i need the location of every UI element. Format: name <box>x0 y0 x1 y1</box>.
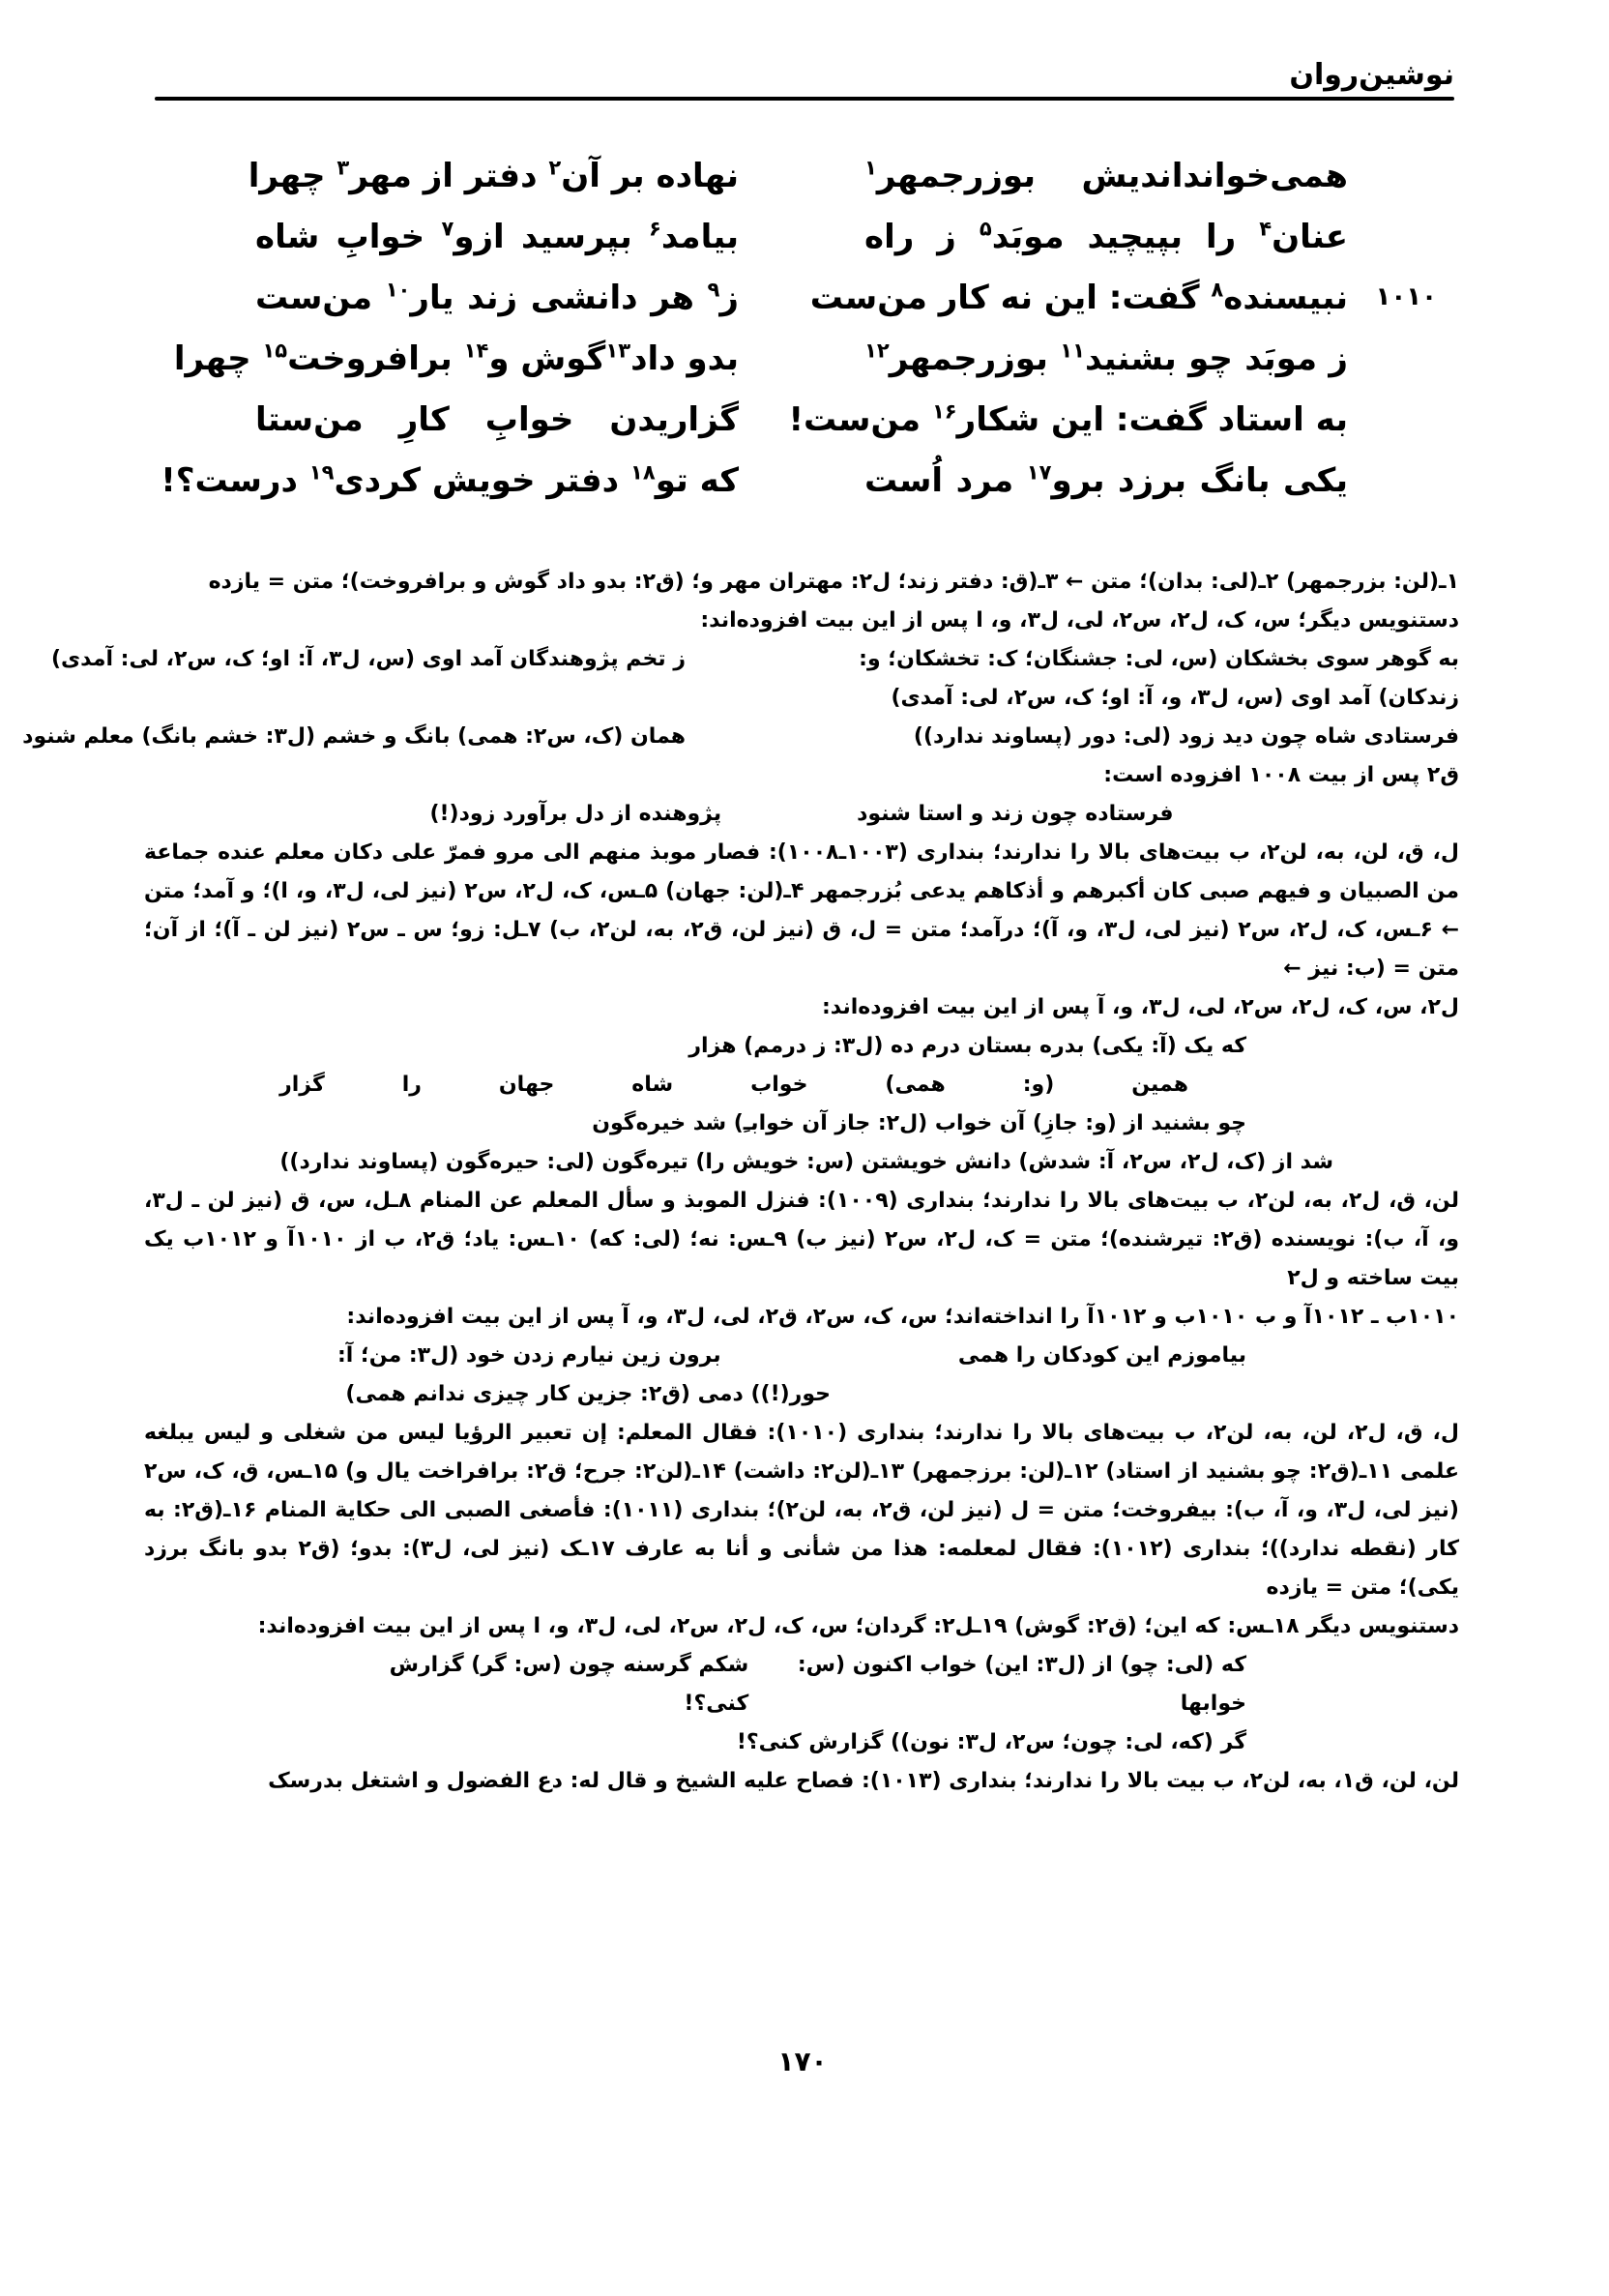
verse-row <box>255 206 1348 267</box>
hemistich-second: گزاریدن خوابِ کارِ من‌ستا <box>255 399 739 439</box>
verse-row <box>255 267 1437 328</box>
footnote-paragraph: ل۲، س، ک، ل۲، س۲، لی، ل۳، و، آ پس از این بیت افزوده‌اند: <box>821 995 1459 1019</box>
couplet-first: فرستادی شاه چون دید زود (لی: دور (پساوند ندارد)) <box>913 724 1459 749</box>
couplet-first: بیاموزم این کودکان را همی <box>957 1343 1246 1368</box>
couplet-second: پژوهنده از دل برآورد زود(!) <box>429 802 722 826</box>
footnote-verse: که یک (آ: یکی) بدره بستان درم ده (ل۳: ز درمم) هزار <box>688 1034 1246 1058</box>
footnote-verse: شد از (ک، ل۲، س۲، آ: شدش) دانش خویشتن (س: خویش را) تیره‌گون (لی: حیره‌گون (پساوند ندارد)) <box>279 1150 1333 1174</box>
hemistich-second: بدو داد$^{۱۳}$گوش و$^{۱۴}$ برافروخت$^{۱۵}$ چهرا <box>173 338 739 378</box>
footnote-paragraph: دستنویس دیگر ۱۸ـس: که این؛ (ق۲: گوش) ۱۹ـل۲: گردان؛ س، ک، ل۲، س۲، لی، ل۳، و، ا پس از این بیت افزوده‌اند: <box>257 1614 1459 1638</box>
verse-row <box>255 389 1348 450</box>
couplet-first: فرستاده چون زند و استا شنود <box>857 802 1174 826</box>
hemistich-second: که تو$^{۱۸}$ دفتر خویش کردی$^{۱۹}$ درست؟! <box>161 459 739 500</box>
footnote-verse-spaced: همین (و: همی) خواب شاه جهان را گزار <box>279 1073 1188 1097</box>
hemistich-second: بیامد$^۶$ بپرسید ازو$^۷$ خوابِ شاه <box>255 216 739 256</box>
verse-row <box>173 328 1348 389</box>
footnote-verse: حور(!)) دمی (ق۲: جزین کار چیزی ندانم همی) <box>345 1382 831 1406</box>
footnote-verse: چو بشنید از (و: جازِ) آن خواب (ل۲: جاز آن خوابـِ) شد خیره‌گون <box>592 1111 1246 1135</box>
footnote-couplet <box>50 640 1459 679</box>
footnote-paragraph: لن، لن، ق۱، به، لن۲، ب بیت بالا را ندارند؛ بنداری (۱۰۱۳): فصاح علیه الشیخ و قال له: دع الفضول و اشتغل بدرسک <box>268 1769 1459 1793</box>
footnote-paragraph: ل، ق، ل۲، لن، به، لن۲، ب بیت‌های بالا را ندارند؛ بنداری (۱۰۱۰): فقال المعلم: إن تعبیر الرؤیا لیس من شغلی و لیس یبلغه علمی ۱۱ـ(ق۲: چو بشنید از استاد) ۱۲ـ(لن: برزجمهر) ۱۳ـ(لن۲: داشت) ۱۴ـ(لن۲: جرح؛ ق۲: برافراخت یال و) ۱۵ـس، ق، ک، س۲ (نیز لی، ل۳، و، آ، ب): بیفروخت؛ متن = ل (نیز لن، ق۲، به، لن۲)؛ بنداری (۱۰۱۱): فأصغی الصبی الی حکایة المنام ۱۶ـ(ق۲: به کار (نقطه ندارد))؛ بنداری (۱۰۱۲): فقال لمعلمه: هذا من شأنی و أنا به عارف ۱۷ـک (نیز لی، ل۳): بدو؛ (ق۲ بدو بانگ برزد یکی)؛ متن = یازده <box>144 1421 1460 1600</box>
footnote-paragraph: ۱۰۱۰ب ـ ۱۰۱۲آ و ب ۱۰۱۰ب و ۱۰۱۲آ را انداخته‌اند؛ س، ک، س۲، ق۲، لی، ل۳، و، آ پس از این بیت افزوده‌اند: <box>346 1305 1459 1329</box>
hemistich-second: نهاده بر آن$^۲$ دفتر از مهر$^۳$ چهرا <box>248 155 739 195</box>
couplet-first: به گوهر سوی بخشکان (س، لی: جشنگان؛ ک: تخشکان؛ و: <box>859 647 1459 671</box>
header-rule <box>155 97 1454 101</box>
footnote-couplet <box>144 795 1459 834</box>
couplet-second: شکم گرسنه چون (س: گر) گزارش کنی؟! <box>389 1653 749 1716</box>
footnote-verse: گر (که، لی: چون؛ س۲، ل۳: نون)) گزارش کنی؟! <box>736 1730 1246 1754</box>
verse-block <box>161 145 1437 511</box>
footnote-paragraph: ل، ق، لن، به، لن۲، ب بیت‌های بالا را ندارند؛ بنداری (۱۰۰۳ـ۱۰۰۸): فصار موبذ منهم الی مرو فمرّ علی دکان معلم عنده جماعة من الصبیان و فیهم صبی کان أکبرهم و أذکاهم یدعی بُزرجمهر ۴ـ(لن: جهان) ۵ـس، ک، ل۲، س۲ (نیز لی، ل۳، و، ا)؛ و آمد؛ متن ← ۶ـس، ک، ل۲، س۲ (نیز لی، ل۳، و، آ)؛ درآمد؛ متن = ل، ق (نیز لن، ق۲، به، لن۲، ب) ۷ـل: زو؛ س ـ س۲ (نیز لن ـ آ)؛ از آن؛ متن = (ب: نیز ← <box>144 840 1459 981</box>
verse-row <box>161 450 1348 511</box>
footnote-line: زندکان) آمد اوی (س، ل۳، و، آ: او؛ ک، س۲، لی: آمدی) <box>891 686 1459 710</box>
verse-number: ۱۰۱۰ <box>1375 281 1437 311</box>
footnotes-apparatus <box>22 563 1460 1801</box>
hemistich-first: یکی بانگ برزد برو$^{۱۷}$ مرد اُست <box>864 459 1348 500</box>
footnote-paragraph: دستنویس دیگر؛ س، ک، ل۲، س۲، لی، ل۳، و، ا پس از این بیت افزوده‌اند: <box>700 608 1459 633</box>
footnote-couplet <box>337 1337 1459 1375</box>
hemistich-second: ز$^۹$ هر دانشی زند یار$^{۱۰}$ من‌ست <box>255 277 739 317</box>
hemistich-first: ۱۰۱۰ نبیسنده$^۸$ گفت: این نه کار من‌ست <box>809 277 1437 317</box>
footnote-paragraph: ق۲ پس از بیت ۱۰۰۸ افزوده است: <box>1103 763 1459 787</box>
page-number: ۱۷۰ <box>777 2046 828 2077</box>
hemistich-first: ز موبَد چو بشنید$^{۱۱}$ بوزرجمهر$^{۱۲}$ <box>864 338 1348 378</box>
verse-row <box>248 145 1348 206</box>
footnote-couplet <box>337 1646 1459 1723</box>
footnote-paragraph: ۱ـ(لن: بزرجمهر) ۲ـ(لی: بدان)؛ متن ← ۳ـ(ق: دفتر زند؛ ل۲: مهتران مهر و؛ (ق۲: بدو داد گوش و برافروخت)؛ متن = یازده <box>208 570 1459 594</box>
couplet-second: ز تخم پژوهندگان آمد اوی (س، ل۳، آ: او؛ ک، س۲، لی: آمدی) <box>50 647 686 671</box>
hemistich-first: همی‌خواند‌اندیش بوزرجمهر$^۱$ <box>864 155 1348 195</box>
footnote-paragraph: لن، ق، ل۲، به، لن۲، ب بیت‌های بالا را ندارند؛ بنداری (۱۰۰۹): فنزل الموبذ و سأل المعلم عن المنام ۸ـل، س، ق (نیز لن ـ ل۳، و، آ، ب): نویسنده (ق۲: تیرشنده)؛ متن = ک، ل۲، س۲ (نیز ب) ۹ـس: نه؛ (لی: که) ۱۰ـس: یاد؛ ق۲، ب از ۱۰۱۰آ و ۱۰۱۲ب یک بیت ساخته و ل۲ <box>144 1189 1459 1290</box>
couplet-first: که (لی: چو) از (ل۳: این) خواب اکنون (س: خوابها <box>797 1653 1246 1716</box>
couplet-second: همان (ک، س۲: همی) بانگ و خشم (ل۳: خشم بانگ) معلم شنود <box>22 724 686 749</box>
hemistich-first: عنان$^۴$ را بپیچید موبَد$^۵$ ز راه <box>864 216 1349 256</box>
footnote-couplet <box>22 718 1459 756</box>
couplet-second: برون زین نیارم زدن خود (ل۳: من؛ آ: <box>337 1343 721 1368</box>
running-header-title: نوشین‌روان <box>1289 58 1454 92</box>
hemistich-first: به استاد گفت: این شکار$^{۱۶}$ من‌ست! <box>788 398 1348 439</box>
